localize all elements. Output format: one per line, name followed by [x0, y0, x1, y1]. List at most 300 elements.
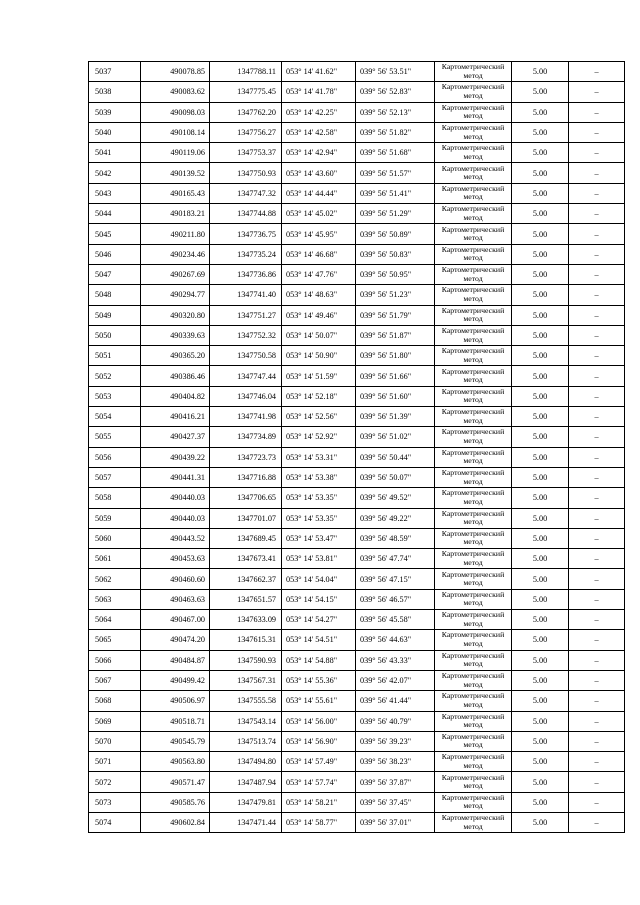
point-number-cell: 5039 — [89, 102, 141, 122]
accuracy-cell: 5.00 — [512, 366, 569, 386]
accuracy-cell: 5.00 — [512, 224, 569, 244]
point-number-cell: 5064 — [89, 610, 141, 630]
point-number-cell: 5042 — [89, 163, 141, 183]
accuracy-cell: 5.00 — [512, 427, 569, 447]
longitude-cell: 039° 56' 43.33" — [356, 650, 435, 670]
point-number-cell: 5050 — [89, 325, 141, 345]
longitude-cell: 039° 56' 51.41" — [356, 183, 435, 203]
x-coordinate-cell: 490119.06 — [141, 143, 210, 163]
point-number-cell: 5053 — [89, 386, 141, 406]
method-cell: Картометрический метод — [435, 610, 512, 630]
accuracy-cell: 5.00 — [512, 82, 569, 102]
point-number-cell: 5063 — [89, 589, 141, 609]
coordinates-table — [88, 61, 625, 833]
table-row — [89, 528, 625, 548]
y-coordinate-cell: 1347750.93 — [210, 163, 282, 183]
latitude-cell: 053° 14' 52.92" — [282, 427, 356, 447]
note-cell: – — [569, 488, 625, 508]
note-cell: – — [569, 447, 625, 467]
accuracy-cell: 5.00 — [512, 691, 569, 711]
table-row — [89, 407, 625, 427]
point-number-cell: 5074 — [89, 812, 141, 832]
method-cell: Картометрический метод — [435, 163, 512, 183]
x-coordinate-cell: 490386.46 — [141, 366, 210, 386]
point-number-cell: 5068 — [89, 691, 141, 711]
table-row — [89, 569, 625, 589]
latitude-cell: 053° 14' 55.61" — [282, 691, 356, 711]
point-number-cell: 5038 — [89, 82, 141, 102]
note-cell: – — [569, 82, 625, 102]
method-cell: Картометрический метод — [435, 407, 512, 427]
table-row — [89, 82, 625, 102]
x-coordinate-cell: 490441.31 — [141, 467, 210, 487]
latitude-cell: 053° 14' 54.51" — [282, 630, 356, 650]
accuracy-cell: 5.00 — [512, 772, 569, 792]
method-cell: Картометрический метод — [435, 346, 512, 366]
longitude-cell: 039° 56' 44.63" — [356, 630, 435, 650]
point-number-cell: 5040 — [89, 122, 141, 142]
note-cell: – — [569, 589, 625, 609]
y-coordinate-cell: 1347736.86 — [210, 264, 282, 284]
latitude-cell: 053° 14' 46.68" — [282, 244, 356, 264]
table-row — [89, 508, 625, 528]
method-cell: Картометрический метод — [435, 325, 512, 345]
table-row — [89, 102, 625, 122]
y-coordinate-cell: 1347567.31 — [210, 670, 282, 690]
x-coordinate-cell: 490467.00 — [141, 610, 210, 630]
x-coordinate-cell: 490427.37 — [141, 427, 210, 447]
note-cell: – — [569, 183, 625, 203]
y-coordinate-cell: 1347543.14 — [210, 711, 282, 731]
table-row — [89, 122, 625, 142]
method-cell: Картометрический метод — [435, 772, 512, 792]
accuracy-cell: 5.00 — [512, 711, 569, 731]
accuracy-cell: 5.00 — [512, 244, 569, 264]
latitude-cell: 053° 14' 55.36" — [282, 670, 356, 690]
accuracy-cell: 5.00 — [512, 62, 569, 82]
accuracy-cell: 5.00 — [512, 407, 569, 427]
x-coordinate-cell: 490320.80 — [141, 305, 210, 325]
latitude-cell: 053° 14' 50.90" — [282, 346, 356, 366]
method-cell: Картометрический метод — [435, 183, 512, 203]
note-cell: – — [569, 752, 625, 772]
y-coordinate-cell: 1347706.65 — [210, 488, 282, 508]
table-row — [89, 752, 625, 772]
latitude-cell: 053° 14' 50.07" — [282, 325, 356, 345]
latitude-cell: 053° 14' 43.60" — [282, 163, 356, 183]
x-coordinate-cell: 490518.71 — [141, 711, 210, 731]
method-cell: Картометрический метод — [435, 650, 512, 670]
longitude-cell: 039° 56' 50.89" — [356, 224, 435, 244]
accuracy-cell: 5.00 — [512, 163, 569, 183]
y-coordinate-cell: 1347662.37 — [210, 569, 282, 589]
y-coordinate-cell: 1347746.04 — [210, 386, 282, 406]
note-cell: – — [569, 224, 625, 244]
x-coordinate-cell: 490484.87 — [141, 650, 210, 670]
longitude-cell: 039° 56' 39.23" — [356, 731, 435, 751]
method-cell: Картометрический метод — [435, 508, 512, 528]
y-coordinate-cell: 1347752.32 — [210, 325, 282, 345]
point-number-cell: 5057 — [89, 467, 141, 487]
table-row — [89, 264, 625, 284]
method-cell: Картометрический метод — [435, 731, 512, 751]
y-coordinate-cell: 1347747.44 — [210, 366, 282, 386]
accuracy-cell: 5.00 — [512, 569, 569, 589]
note-cell: – — [569, 346, 625, 366]
method-cell: Картометрический метод — [435, 224, 512, 244]
accuracy-cell: 5.00 — [512, 447, 569, 467]
point-number-cell: 5066 — [89, 650, 141, 670]
table-row — [89, 366, 625, 386]
table-row — [89, 244, 625, 264]
method-cell: Картометрический метод — [435, 62, 512, 82]
latitude-cell: 053° 14' 57.49" — [282, 752, 356, 772]
x-coordinate-cell: 490585.76 — [141, 792, 210, 812]
y-coordinate-cell: 1347747.32 — [210, 183, 282, 203]
latitude-cell: 053° 14' 57.74" — [282, 772, 356, 792]
y-coordinate-cell: 1347751.27 — [210, 305, 282, 325]
latitude-cell: 053° 14' 52.18" — [282, 386, 356, 406]
point-number-cell: 5065 — [89, 630, 141, 650]
note-cell: – — [569, 204, 625, 224]
longitude-cell: 039° 56' 37.01" — [356, 812, 435, 832]
longitude-cell: 039° 56' 37.45" — [356, 792, 435, 812]
table-row — [89, 670, 625, 690]
longitude-cell: 039° 56' 42.07" — [356, 670, 435, 690]
latitude-cell: 053° 14' 52.56" — [282, 407, 356, 427]
longitude-cell: 039° 56' 51.80" — [356, 346, 435, 366]
table-row — [89, 305, 625, 325]
y-coordinate-cell: 1347723.73 — [210, 447, 282, 467]
longitude-cell: 039° 56' 52.83" — [356, 82, 435, 102]
y-coordinate-cell: 1347734.89 — [210, 427, 282, 447]
y-coordinate-cell: 1347756.27 — [210, 122, 282, 142]
note-cell: – — [569, 305, 625, 325]
note-cell: – — [569, 711, 625, 731]
x-coordinate-cell: 490563.80 — [141, 752, 210, 772]
x-coordinate-cell: 490294.77 — [141, 285, 210, 305]
point-number-cell: 5037 — [89, 62, 141, 82]
latitude-cell: 053° 14' 54.27" — [282, 610, 356, 630]
method-cell: Картометрический метод — [435, 305, 512, 325]
method-cell: Картометрический метод — [435, 528, 512, 548]
method-cell: Картометрический метод — [435, 812, 512, 832]
y-coordinate-cell: 1347753.37 — [210, 143, 282, 163]
point-number-cell: 5046 — [89, 244, 141, 264]
method-cell: Картометрический метод — [435, 204, 512, 224]
latitude-cell: 053° 14' 41.62" — [282, 62, 356, 82]
table-row — [89, 589, 625, 609]
longitude-cell: 039° 56' 46.57" — [356, 589, 435, 609]
x-coordinate-cell: 490506.97 — [141, 691, 210, 711]
accuracy-cell: 5.00 — [512, 589, 569, 609]
accuracy-cell: 5.00 — [512, 122, 569, 142]
method-cell: Картометрический метод — [435, 589, 512, 609]
table-row — [89, 630, 625, 650]
longitude-cell: 039° 56' 49.52" — [356, 488, 435, 508]
x-coordinate-cell: 490453.63 — [141, 549, 210, 569]
longitude-cell: 039° 56' 51.60" — [356, 386, 435, 406]
x-coordinate-cell: 490443.52 — [141, 528, 210, 548]
latitude-cell: 053° 14' 53.31" — [282, 447, 356, 467]
point-number-cell: 5047 — [89, 264, 141, 284]
latitude-cell: 053° 14' 53.35" — [282, 488, 356, 508]
longitude-cell: 039° 56' 51.39" — [356, 407, 435, 427]
note-cell: – — [569, 102, 625, 122]
y-coordinate-cell: 1347494.80 — [210, 752, 282, 772]
accuracy-cell: 5.00 — [512, 386, 569, 406]
y-coordinate-cell: 1347741.98 — [210, 407, 282, 427]
accuracy-cell: 5.00 — [512, 325, 569, 345]
accuracy-cell: 5.00 — [512, 346, 569, 366]
longitude-cell: 039° 56' 51.82" — [356, 122, 435, 142]
point-number-cell: 5071 — [89, 752, 141, 772]
x-coordinate-cell: 490499.42 — [141, 670, 210, 690]
table-row — [89, 488, 625, 508]
method-cell: Картометрический метод — [435, 82, 512, 102]
method-cell: Картометрический метод — [435, 366, 512, 386]
table-row — [89, 325, 625, 345]
x-coordinate-cell: 490602.84 — [141, 812, 210, 832]
longitude-cell: 039° 56' 47.15" — [356, 569, 435, 589]
point-number-cell: 5045 — [89, 224, 141, 244]
accuracy-cell: 5.00 — [512, 285, 569, 305]
accuracy-cell: 5.00 — [512, 102, 569, 122]
point-number-cell: 5073 — [89, 792, 141, 812]
latitude-cell: 053° 14' 56.90" — [282, 731, 356, 751]
note-cell: – — [569, 528, 625, 548]
y-coordinate-cell: 1347735.24 — [210, 244, 282, 264]
longitude-cell: 039° 56' 51.68" — [356, 143, 435, 163]
longitude-cell: 039° 56' 53.51" — [356, 62, 435, 82]
latitude-cell: 053° 14' 53.81" — [282, 549, 356, 569]
x-coordinate-cell: 490165.43 — [141, 183, 210, 203]
latitude-cell: 053° 14' 42.58" — [282, 122, 356, 142]
x-coordinate-cell: 490108.14 — [141, 122, 210, 142]
note-cell: – — [569, 792, 625, 812]
x-coordinate-cell: 490183.21 — [141, 204, 210, 224]
point-number-cell: 5060 — [89, 528, 141, 548]
latitude-cell: 053° 14' 53.35" — [282, 508, 356, 528]
table-row — [89, 467, 625, 487]
note-cell: – — [569, 386, 625, 406]
y-coordinate-cell: 1347651.57 — [210, 589, 282, 609]
longitude-cell: 039° 56' 50.44" — [356, 447, 435, 467]
accuracy-cell: 5.00 — [512, 731, 569, 751]
y-coordinate-cell: 1347701.07 — [210, 508, 282, 528]
x-coordinate-cell: 490460.60 — [141, 569, 210, 589]
point-number-cell: 5062 — [89, 569, 141, 589]
longitude-cell: 039° 56' 51.79" — [356, 305, 435, 325]
longitude-cell: 039° 56' 51.02" — [356, 427, 435, 447]
y-coordinate-cell: 1347788.11 — [210, 62, 282, 82]
note-cell: – — [569, 407, 625, 427]
longitude-cell: 039° 56' 49.22" — [356, 508, 435, 528]
longitude-cell: 039° 56' 50.07" — [356, 467, 435, 487]
longitude-cell: 039° 56' 40.79" — [356, 711, 435, 731]
note-cell: – — [569, 569, 625, 589]
note-cell: – — [569, 670, 625, 690]
longitude-cell: 039° 56' 38.23" — [356, 752, 435, 772]
method-cell: Картометрический метод — [435, 711, 512, 731]
table-body — [89, 62, 625, 833]
table-row — [89, 650, 625, 670]
point-number-cell: 5054 — [89, 407, 141, 427]
table-row — [89, 346, 625, 366]
method-cell: Картометрический метод — [435, 244, 512, 264]
table-row — [89, 204, 625, 224]
point-number-cell: 5048 — [89, 285, 141, 305]
y-coordinate-cell: 1347471.44 — [210, 812, 282, 832]
accuracy-cell: 5.00 — [512, 610, 569, 630]
y-coordinate-cell: 1347741.40 — [210, 285, 282, 305]
note-cell: – — [569, 549, 625, 569]
method-cell: Картометрический метод — [435, 264, 512, 284]
table-row — [89, 792, 625, 812]
table-row — [89, 183, 625, 203]
latitude-cell: 053° 14' 48.63" — [282, 285, 356, 305]
latitude-cell: 053° 14' 51.59" — [282, 366, 356, 386]
note-cell: – — [569, 62, 625, 82]
accuracy-cell: 5.00 — [512, 204, 569, 224]
note-cell: – — [569, 691, 625, 711]
method-cell: Картометрический метод — [435, 427, 512, 447]
accuracy-cell: 5.00 — [512, 305, 569, 325]
x-coordinate-cell: 490404.82 — [141, 386, 210, 406]
point-number-cell: 5056 — [89, 447, 141, 467]
table-row — [89, 163, 625, 183]
point-number-cell: 5052 — [89, 366, 141, 386]
note-cell: – — [569, 143, 625, 163]
x-coordinate-cell: 490339.63 — [141, 325, 210, 345]
method-cell: Картометрический метод — [435, 467, 512, 487]
y-coordinate-cell: 1347736.75 — [210, 224, 282, 244]
x-coordinate-cell: 490440.03 — [141, 508, 210, 528]
method-cell: Картометрический метод — [435, 670, 512, 690]
longitude-cell: 039° 56' 51.29" — [356, 204, 435, 224]
accuracy-cell: 5.00 — [512, 630, 569, 650]
point-number-cell: 5055 — [89, 427, 141, 447]
note-cell: – — [569, 772, 625, 792]
method-cell: Картометрический метод — [435, 488, 512, 508]
longitude-cell: 039° 56' 51.66" — [356, 366, 435, 386]
latitude-cell: 053° 14' 45.95" — [282, 224, 356, 244]
method-cell: Картометрический метод — [435, 122, 512, 142]
note-cell: – — [569, 366, 625, 386]
table-row — [89, 772, 625, 792]
table-row — [89, 447, 625, 467]
y-coordinate-cell: 1347750.58 — [210, 346, 282, 366]
table-row — [89, 812, 625, 832]
latitude-cell: 053° 14' 41.78" — [282, 82, 356, 102]
point-number-cell: 5061 — [89, 549, 141, 569]
x-coordinate-cell: 490439.22 — [141, 447, 210, 467]
point-number-cell: 5072 — [89, 772, 141, 792]
latitude-cell: 053° 14' 53.38" — [282, 467, 356, 487]
note-cell: – — [569, 508, 625, 528]
accuracy-cell: 5.00 — [512, 467, 569, 487]
latitude-cell: 053° 14' 44.44" — [282, 183, 356, 203]
point-number-cell: 5051 — [89, 346, 141, 366]
x-coordinate-cell: 490139.52 — [141, 163, 210, 183]
longitude-cell: 039° 56' 51.23" — [356, 285, 435, 305]
latitude-cell: 053° 14' 54.04" — [282, 569, 356, 589]
note-cell: – — [569, 285, 625, 305]
note-cell: – — [569, 427, 625, 447]
table-row — [89, 143, 625, 163]
x-coordinate-cell: 490416.21 — [141, 407, 210, 427]
latitude-cell: 053° 14' 56.00" — [282, 711, 356, 731]
method-cell: Картометрический метод — [435, 447, 512, 467]
y-coordinate-cell: 1347689.45 — [210, 528, 282, 548]
accuracy-cell: 5.00 — [512, 752, 569, 772]
y-coordinate-cell: 1347633.09 — [210, 610, 282, 630]
note-cell: – — [569, 264, 625, 284]
latitude-cell: 053° 14' 54.15" — [282, 589, 356, 609]
table-row — [89, 285, 625, 305]
y-coordinate-cell: 1347513.74 — [210, 731, 282, 751]
method-cell: Картометрический метод — [435, 752, 512, 772]
y-coordinate-cell: 1347716.88 — [210, 467, 282, 487]
latitude-cell: 053° 14' 42.94" — [282, 143, 356, 163]
table-row — [89, 610, 625, 630]
x-coordinate-cell: 490365.20 — [141, 346, 210, 366]
method-cell: Картометрический метод — [435, 630, 512, 650]
y-coordinate-cell: 1347590.93 — [210, 650, 282, 670]
method-cell: Картометрический метод — [435, 792, 512, 812]
point-number-cell: 5041 — [89, 143, 141, 163]
note-cell: – — [569, 650, 625, 670]
table-row — [89, 427, 625, 447]
note-cell: – — [569, 630, 625, 650]
x-coordinate-cell: 490463.63 — [141, 589, 210, 609]
point-number-cell: 5069 — [89, 711, 141, 731]
method-cell: Картометрический метод — [435, 143, 512, 163]
accuracy-cell: 5.00 — [512, 549, 569, 569]
longitude-cell: 039° 56' 51.87" — [356, 325, 435, 345]
latitude-cell: 053° 14' 58.77" — [282, 812, 356, 832]
latitude-cell: 053° 14' 47.76" — [282, 264, 356, 284]
x-coordinate-cell: 490571.47 — [141, 772, 210, 792]
x-coordinate-cell: 490234.46 — [141, 244, 210, 264]
table-row — [89, 386, 625, 406]
y-coordinate-cell: 1347487.94 — [210, 772, 282, 792]
longitude-cell: 039° 56' 37.87" — [356, 772, 435, 792]
y-coordinate-cell: 1347615.31 — [210, 630, 282, 650]
accuracy-cell: 5.00 — [512, 508, 569, 528]
point-number-cell: 5067 — [89, 670, 141, 690]
latitude-cell: 053° 14' 54.88" — [282, 650, 356, 670]
latitude-cell: 053° 14' 45.02" — [282, 204, 356, 224]
point-number-cell: 5070 — [89, 731, 141, 751]
x-coordinate-cell: 490078.85 — [141, 62, 210, 82]
note-cell: – — [569, 163, 625, 183]
accuracy-cell: 5.00 — [512, 183, 569, 203]
note-cell: – — [569, 731, 625, 751]
note-cell: – — [569, 122, 625, 142]
method-cell: Картометрический метод — [435, 549, 512, 569]
method-cell: Картометрический метод — [435, 691, 512, 711]
method-cell: Картометрический метод — [435, 386, 512, 406]
longitude-cell: 039° 56' 47.74" — [356, 549, 435, 569]
note-cell: – — [569, 244, 625, 264]
x-coordinate-cell: 490098.03 — [141, 102, 210, 122]
longitude-cell: 039° 56' 50.83" — [356, 244, 435, 264]
latitude-cell: 053° 14' 53.47" — [282, 528, 356, 548]
accuracy-cell: 5.00 — [512, 812, 569, 832]
point-number-cell: 5043 — [89, 183, 141, 203]
y-coordinate-cell: 1347673.41 — [210, 549, 282, 569]
